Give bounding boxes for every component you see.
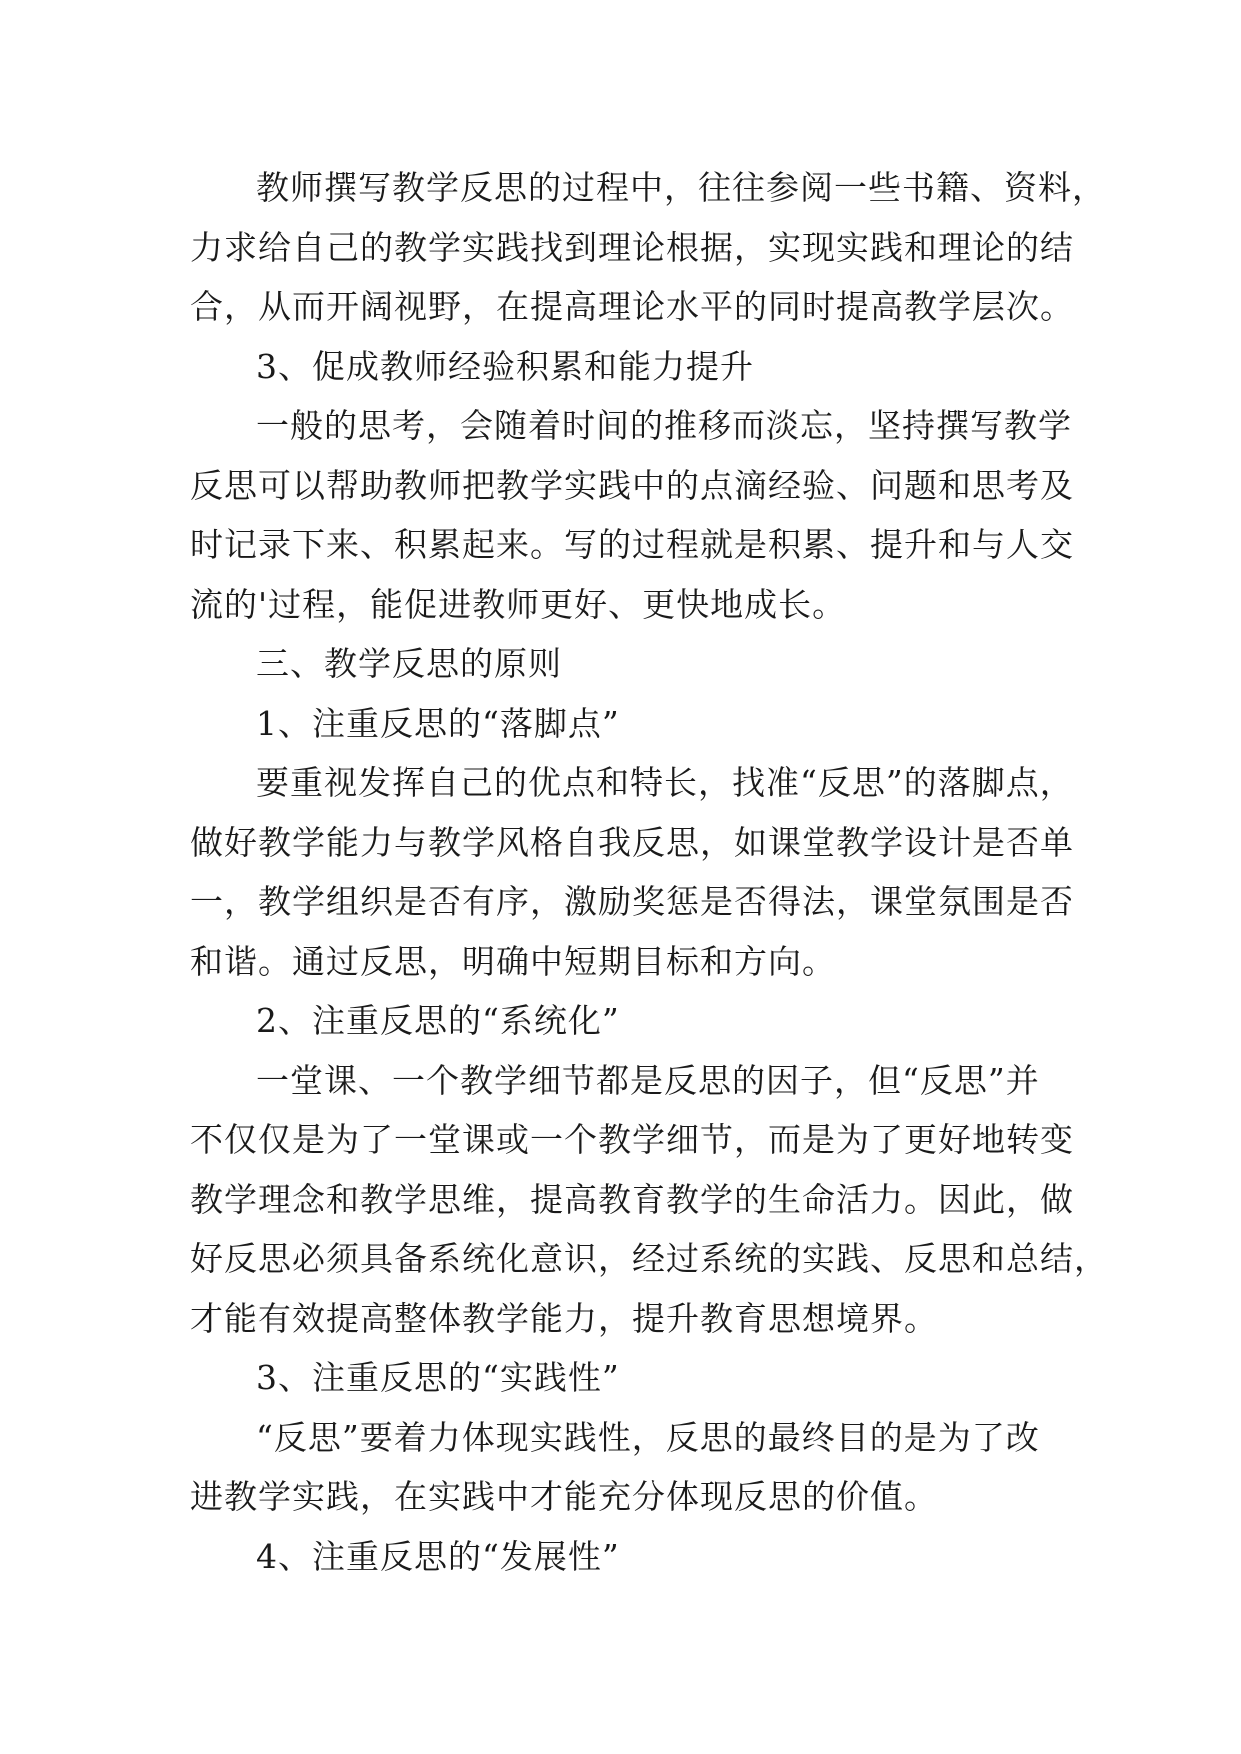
section-heading: 4、注重反思的“发展性” <box>256 1536 620 1576</box>
paragraph-line: 不仅仅是为了一堂课或一个教学细节，而是为了更好地转变 <box>190 1120 1074 1159</box>
section-heading: 1、注重反思的“落脚点” <box>256 703 620 743</box>
section-heading: 3、促成教师经验积累和能力提升 <box>256 346 754 386</box>
paragraph-line: 教师撰写教学反思的过程中，往往参阅一些书籍、资料， <box>256 168 1106 207</box>
paragraph-line: 一，教学组织是否有序，激励奖惩是否得法，课堂氛围是否 <box>190 882 1074 921</box>
paragraph-line: 一般的思考，会随着时间的推移而淡忘，坚持撰写教学 <box>256 406 1072 445</box>
paragraph-line: 时记录下来、积累起来。写的过程就是积累、提升和与人交 <box>190 525 1074 564</box>
paragraph-line: 力求给自己的教学实践找到理论根据，实现实践和理论的结 <box>190 227 1074 267</box>
paragraph-line: 好反思必须具备系统化意识，经过系统的实践、反思和总结， <box>190 1239 1108 1278</box>
document-body <box>190 158 1108 1586</box>
paragraph-line: 和谐。通过反思，明确中短期目标和方向。 <box>190 941 836 981</box>
section-heading: 2、注重反思的“系统化” <box>256 1001 620 1040</box>
paragraph-line: “反思”要着力体现实践性，反思的最终目的是为了改 <box>256 1417 1040 1457</box>
paragraph-line: 一堂课、一个教学细节都是反思的因子，但“反思”并 <box>256 1060 1040 1100</box>
paragraph-line: 才能有效提高整体教学能力，提升教育思想境界。 <box>190 1298 938 1338</box>
paragraph-line: 要重视发挥自己的优点和特长，找准“反思”的落脚点， <box>256 763 1074 802</box>
paragraph-line: 反思可以帮助教师把教学实践中的点滴经验、问题和思考及 <box>190 465 1074 505</box>
paragraph-line: 做好教学能力与教学风格自我反思，如课堂教学设计是否单 <box>190 822 1074 862</box>
section-heading: 三、教学反思的原则 <box>256 644 562 683</box>
paragraph-line: 教学理念和教学思维，提高教育教学的生命活力。因此，做 <box>190 1179 1074 1219</box>
paragraph-line: 合，从而开阔视野，在提高理论水平的同时提高教学层次。 <box>190 287 1074 326</box>
paragraph-line: 流的'过程，能促进教师更好、更快地成长。 <box>190 584 847 624</box>
section-heading: 3、注重反思的“实践性” <box>256 1358 620 1397</box>
paragraph-line: 进教学实践，在实践中才能充分体现反思的价值。 <box>190 1477 938 1516</box>
